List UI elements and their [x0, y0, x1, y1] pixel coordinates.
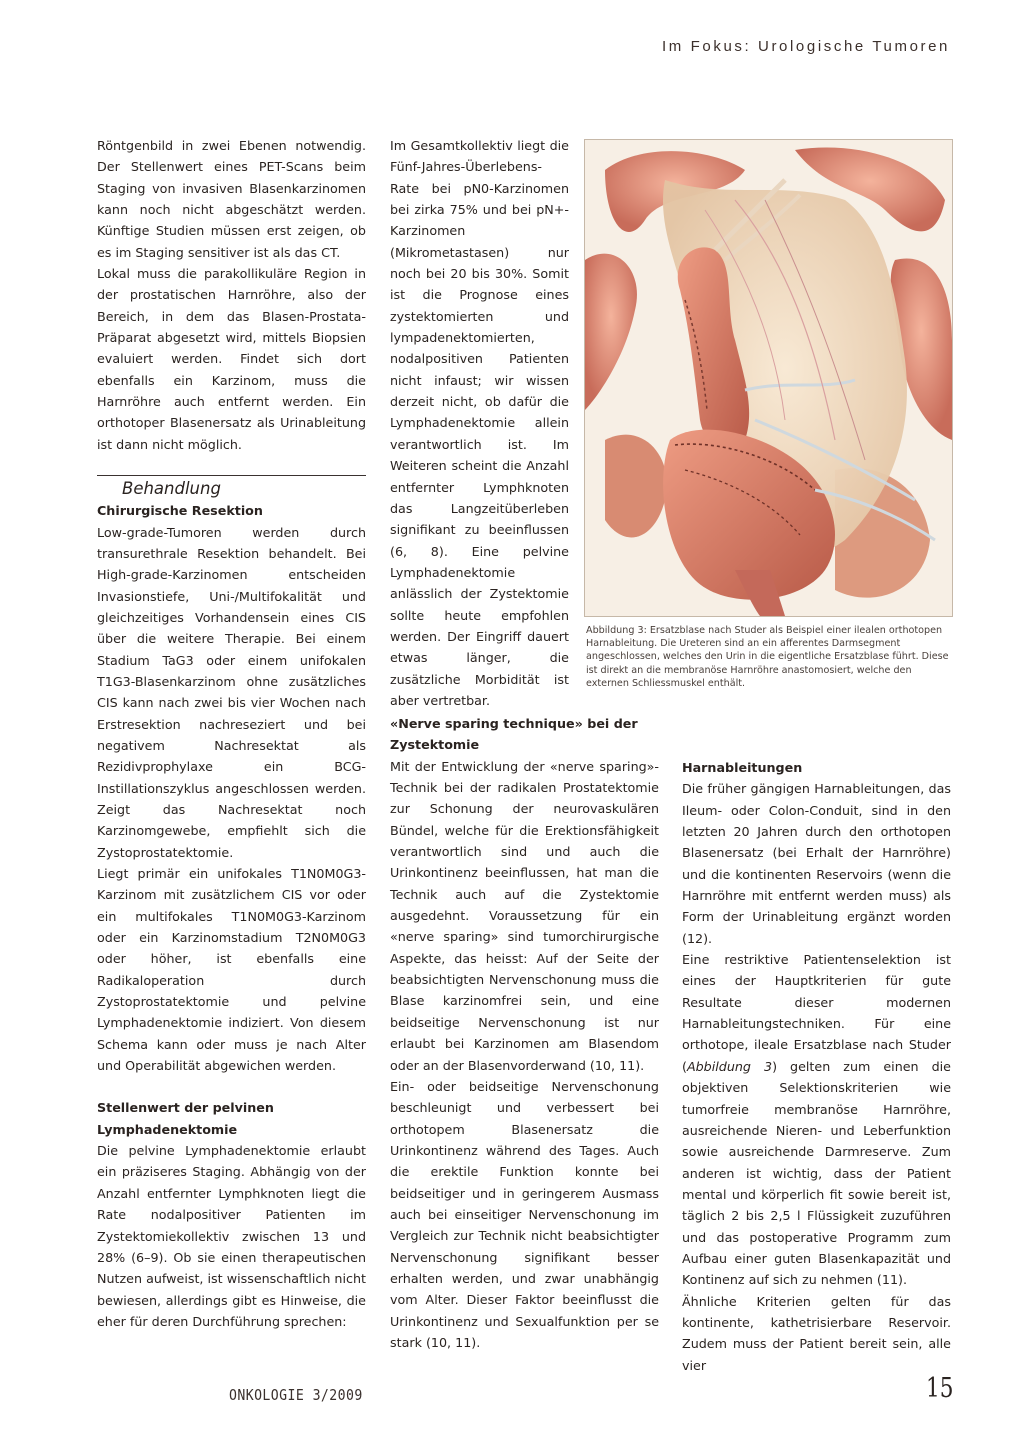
paragraph: Mit der Entwicklung der «nerve sparing»-Technik bei der radikalen Prostatektomie zur Schonung der neurovaskulären Bündel, welche für die Erektionsfähigkeit verantwortlich sind und auch die Urinkontinenz beeinflussen, hat man die Technik auch auf die Zystektomie ausgedehnt. Voraussetzung für ein «nerve sparing» sind tumorchirurgische Aspekte, das heisst: Auf der Seite der beabsichtigten Nervenschonung muss die Blase karzinomfrei sein, und eine beidseitige Nervenschonung ist nur erlaubt bei Karzinomen am Blasendom oder an der Blasenvorderwand (10, 11). [390, 758, 659, 1073]
column-right [682, 757, 951, 1376]
figure-reference: Abbildung 3 [686, 1058, 773, 1074]
figure-illustration [584, 139, 953, 617]
paragraph: Die früher gängigen Harnableitungen, das Ileum- oder Colon-Conduit, sind in den letzten 20 Jahren durch den orthotopen Blasenersatz (bei Erhalt der Harnröhre) und die kontinenten Reservoirs (wenn die Harnröhre mit entfernt werden muss) als Form der Urinableitung ergänzt worden (12). [682, 781, 951, 946]
subheading: Stellenwert der pelvinen Lymphadenektomie [97, 1100, 274, 1137]
subheading: Chirurgische Resektion [97, 503, 263, 519]
column-middle-bottom [390, 713, 659, 1353]
page-number: 15 [926, 1373, 954, 1404]
subheading: «Nerve sparing technique» bei der Zystektomie [390, 716, 638, 753]
paragraph: Die pelvine Lymphadenektomie erlaubt ein präziseres Staging. Abhängig von der Anzahl entfernter Lymphknoten liegt die Rate nodalpositiver Patienten im Zystektomiekollektiv zwischen 13 und 28% (6–9). Ob sie einen therapeutischen Nutzen aufweist, ist wissenschaftlich nicht bewiesen, allerdings gibt es Hinweise, die eher für deren Durchführung sprechen: [97, 1143, 366, 1329]
running-head: Im Fokus: Urologische Tumoren [662, 38, 950, 55]
paragraph: Eine restriktive Patientenselektion ist eines der Hauptkriterien für gute Resultate dieser modernen Harnableitungstechniken. Für eine orthotope, ileale Ersatzblase nach Studer (Abbildung 3) gelten zum einen die objektiven Selektionskriterien wie tumorfreie membranöse Harnröhre, ausreichende Nieren- und Leberfunktion sowie ausreichende Darmreserve. Zum anderen ist wichtig, dass der Patient mental und körperlich fit sowie bereit ist, täglich 2 bis 2,5 l Flüssigkeit zuzuführen und das postoperative Programm zum Aufbau einer guten Blasenkapazität und Kontinenz auf sich zu nehmen (11). [682, 952, 951, 1288]
section-divider [97, 475, 366, 476]
journal-footer: ONKOLOGIE 3/2009 [229, 1386, 363, 1404]
column-middle-top [390, 135, 569, 711]
subheading: Harnableitungen [682, 760, 803, 775]
surgical-illustration [585, 140, 952, 616]
paragraph: Ein- oder beidseitige Nervenschonung beschleunigt und verbessert bei orthotopem Blasenersatz die Urinkontinenz während des Tages. Auch die erektile Funktion konnte bei beidseitiger und in geringerem Ausmass auch bei einseitiger Nervenschonung im Vergleich zur Technik nicht beabsichtigter Nervenschonung signifikant besser erhalten werden, und zwar unabhängig vom Alter. Dieser Faktor beeinflusst die Urinkontinenz und Sexualfunktion per se stark (10, 11). [390, 1078, 659, 1350]
paragraph: Im Gesamtkollektiv liegt die Fünf-Jahres-Überlebens-Rate bei pN0-Karzinomen bei zirka 75% und bei pN+-Karzinomen (Mikrometastasen) nur noch bei 20 bis 30%. Somit ist die Prognose eines zystektomierten und lympadenektomierten, nodalpositiven Patienten nicht infaust; wir wissen derzeit nicht, ob dafür die Lymphadenektomie allein verantwortlich ist. Im Weiteren scheint die Anzahl entfernter Lymphknoten das Langzeitüberleben signifikant zu beeinflussen (6, 8). Eine pelvine Lymphadenektomie anlässlich der Zystektomie sollte heute empfohlen werden. Der Eingriff dauert etwas länger, die zusätzliche Morbidität ist aber vertretbar. [390, 138, 569, 708]
paragraph: Röntgenbild in zwei Ebenen notwendig. Der Stellenwert eines PET-Scans beim Staging von invasiven Blasenkarzinomen kann noch nicht abgeschätzt werden. Künftige Studien müssen erst zeigen, ob es im Staging sensitiver ist als das CT. [97, 138, 366, 260]
paragraph: Lokal muss die parakollikuläre Region in der prostatischen Harnröhre, also der Bereich, in dem das Blasen-Prostata-Präparat abgesetzt wird, mittels Biopsien evaluiert werden. Findet sich dort ebenfalls ein Karzinom, muss die Harnröhre auch entfernt werden. Ein orthotoper Blasenersatz als Urinableitung ist dann nicht möglich. [97, 266, 366, 452]
column-left [97, 135, 366, 1332]
paragraph: Ähnliche Kriterien gelten für das kontinente, kathetrisierbare Reservoir. Zudem muss der Patient bereit sein, alle vier [682, 1293, 951, 1373]
paragraph: Low-grade-Tumoren werden durch transurethrale Resektion behandelt. Bei High-grade-Karzinomen entscheiden Invasionstiefe, Uni-/Multifokalität und gleichzeitiges Vorhandensein eines CIS über die weitere Therapie. Bei einem Stadium TaG3 oder einem unifokalen T1G3-Blasenkarzinom ohne zusätzliches CIS kann nach zwei bis vier Wochen nach Erstresektion nachreseziert und bei negativem Nachresektat als Rezidivprophylaxe ein BCG-Instillationszyklus angeschlossen werden. Zeigt das Nachresektat noch Karzinomgewebe, empfiehlt sich die Zystoprostatektomie. [97, 524, 366, 860]
section-heading: Behandlung [122, 479, 221, 499]
paragraph: Liegt primär ein unifokales T1N0M0G3-Karzinom mit zusätzlichem CIS vor oder ein multifokales T1N0M0G3-Karzinom oder ein Karzinomstadium T2N0M0G3 oder höher, ist ebenfalls eine Radikaloperation durch Zystoprostatektomie und pelvine Lymphadenektomie indiziert. Von diesem Schema kann oder muss je nach Alter und Operabilität abgewichen werden. [97, 866, 366, 1074]
figure-caption: Abbildung 3: Ersatzblase nach Studer als Beispiel einer ilealen orthotopen Harnableitung. Die Ureteren sind an ein afferentes Darmsegment angeschlossen, welches den Urin in die eigentliche Ersatzblase führt. Diese ist direkt an die membranöse Harnröhre anastomosiert, welche den externen Schliessmuskel enthält. [586, 625, 949, 689]
